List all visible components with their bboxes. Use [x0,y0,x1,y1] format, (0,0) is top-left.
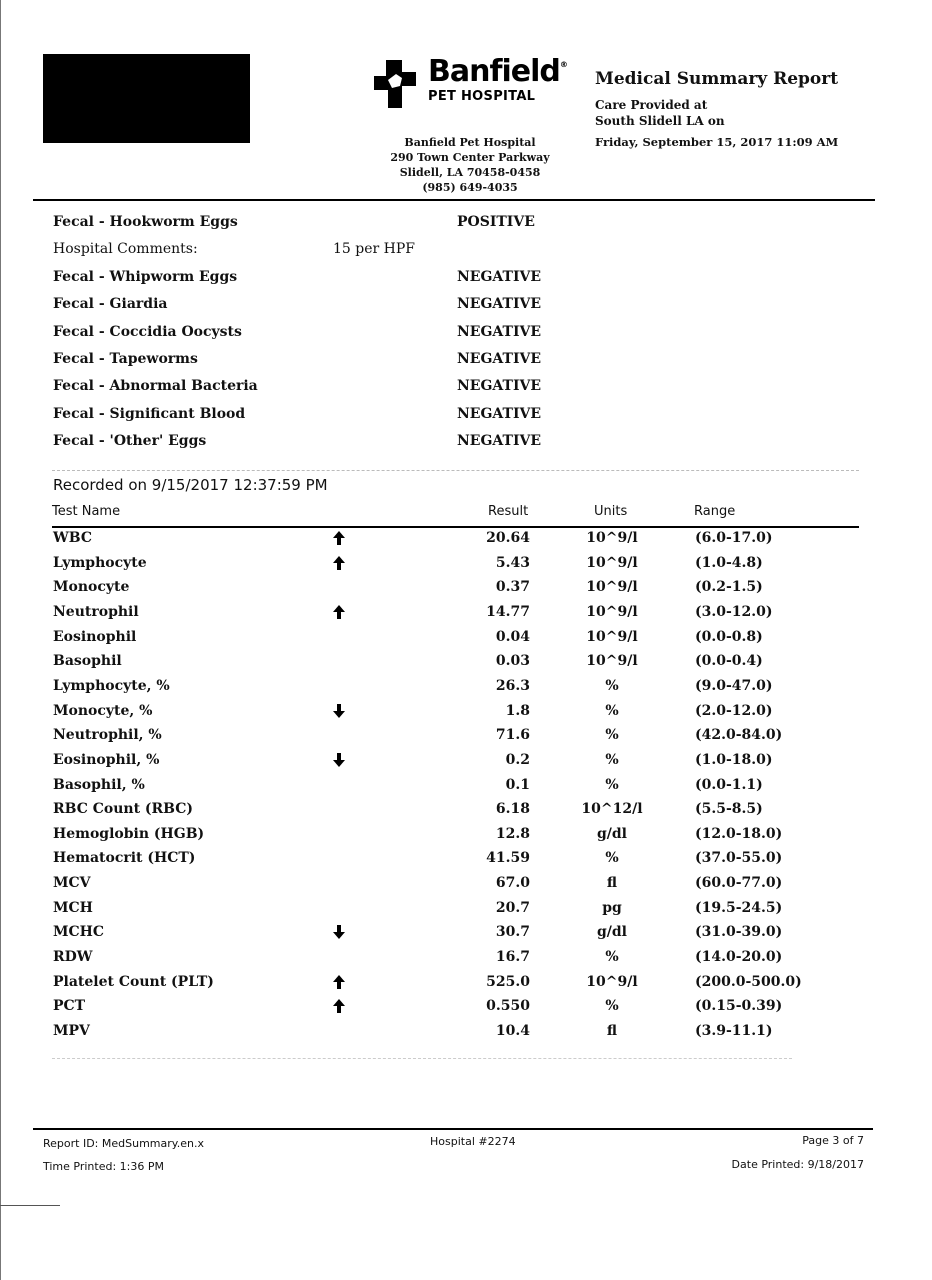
reference-range: (3.0-12.0) [695,603,773,620]
fecal-test-name: Fecal - Tapeworms [53,351,198,367]
reference-range: (19.5-24.5) [695,899,783,916]
units: fl [606,875,618,892]
result-value: 67.0 [495,875,530,892]
test-name: Basophil [53,653,122,670]
test-name: RBC Count (RBC) [53,801,194,818]
test-name: Platelet Count (PLT) [53,973,214,990]
reference-range: (0.2-1.5) [695,579,763,596]
result-value: 0.37 [495,579,530,596]
table-row [0,678,932,700]
banfield-logo [372,54,567,110]
fecal-result: NEGATIVE [457,323,542,340]
units: % [605,751,619,768]
result-value: 0.04 [495,628,530,645]
units: 10^9/l [586,973,638,990]
time-printed: Time Printed: 1:36 PM [43,1160,164,1173]
test-name: Monocyte, % [53,702,153,719]
table-row [0,752,932,774]
table-row [0,801,932,823]
test-name: Lymphocyte [53,554,147,571]
result-value: 20.7 [495,899,530,916]
report-id: Report ID: MedSummary.en.x [43,1137,204,1150]
units: 10^12/l [581,801,643,818]
date-printed: Date Printed: 9/18/2017 [731,1158,864,1171]
table-row [0,900,932,922]
test-name: MCV [53,875,91,892]
result-value: 5.43 [495,554,530,571]
table-row [0,1023,932,1045]
reference-range: (31.0-39.0) [695,924,783,941]
result-value: 0.1 [505,776,530,793]
reference-range: (1.0-18.0) [695,751,773,768]
table-header-divider [52,526,859,528]
reference-range: (9.0-47.0) [695,677,773,694]
redacted-block [43,54,250,143]
table-row [0,530,932,552]
reference-range: (60.0-77.0) [695,875,783,892]
arrow-up-icon [330,555,348,575]
units: 10^9/l [586,628,638,645]
units: % [605,677,619,694]
units: g/dl [596,924,628,941]
test-name: Neutrophil [53,603,139,620]
section-divider [52,1058,792,1059]
report-title: Medical Summary Report [595,69,839,89]
result-value: 525.0 [486,973,530,990]
reference-range: (200.0-500.0) [695,973,802,990]
address-line: Banfield Pet Hospital [404,136,536,149]
test-name: Hematocrit (HCT) [53,850,196,867]
col-header-range: Range [694,504,736,519]
reference-range: (0.0-0.4) [695,653,763,670]
fecal-row [53,324,553,344]
logo-subtitle: PET HOSPITAL [428,89,536,104]
fecal-row [53,296,553,316]
test-name: Eosinophil, % [53,751,160,768]
reference-range: (12.0-18.0) [695,825,783,842]
table-row [0,924,932,946]
table-row [0,974,932,996]
fecal-test-name: Fecal - Coccidia Oocysts [53,323,242,340]
reference-range: (0.0-0.8) [695,628,763,645]
arrow-down-icon [330,752,348,772]
address-phone: (985) 649-4035 [422,181,518,194]
address-line: Slidell, LA 70458-0458 [399,166,541,179]
arrow-up-icon [330,604,348,624]
result-value: 0.550 [486,998,530,1015]
fecal-test-name: Hospital Comments: [53,241,198,258]
arrow-up-icon [330,974,348,994]
arrow-down-icon [330,924,348,944]
page-number: Page 3 of 7 [802,1134,864,1147]
units: 10^9/l [586,653,638,670]
fecal-result: POSITIVE [457,214,535,230]
hospital-number: Hospital #2274 [430,1135,516,1148]
arrow-down-icon [330,703,348,723]
table-row [0,703,932,725]
hospital-address [380,135,560,195]
reference-range: (42.0-84.0) [695,727,783,744]
fecal-test-name: Fecal - Abnormal Bacteria [53,378,258,395]
reference-range: (6.0-17.0) [695,530,773,546]
test-name: Eosinophil [53,628,137,645]
arrow-up-icon [330,998,348,1018]
units: % [605,776,619,793]
fecal-row [53,433,553,453]
table-row [0,604,932,626]
address-line: 290 Town Center Parkway [390,151,550,164]
scan-mark [0,1205,60,1206]
units: 10^9/l [586,579,638,596]
fecal-test-name: Fecal - Whipworm Eggs [53,268,238,285]
units: pg [602,899,622,916]
reference-range: (14.0-20.0) [695,949,783,966]
banfield-cross-icon [372,60,424,108]
test-name: MCHC [53,924,105,941]
table-row [0,875,932,897]
result-value: 71.6 [495,727,530,744]
logo-brand: Banfield® [428,54,567,89]
test-name: MPV [53,1023,90,1039]
test-name: Neutrophil, % [53,727,162,744]
col-header-result: Result [488,504,529,519]
reference-range: (2.0-12.0) [695,702,773,719]
test-name: PCT [53,998,86,1015]
recorded-timestamp: Recorded on 9/15/2017 12:37:59 PM [53,476,328,494]
col-header-units: Units [594,504,628,519]
reference-range: (37.0-55.0) [695,850,783,867]
fecal-test-name: Fecal - Giardia [53,296,168,313]
hospital-comment: 15 per HPF [333,241,415,258]
table-row [0,653,932,675]
result-value: 6.18 [495,801,530,818]
table-row [0,850,932,872]
test-name: Hemoglobin (HGB) [53,825,205,842]
units: % [605,949,619,966]
units: 10^9/l [586,554,638,571]
fecal-result: NEGATIVE [457,296,542,313]
result-value: 30.7 [495,924,530,941]
care-line: South Slidell LA on [595,114,725,128]
result-value: 0.2 [505,751,530,768]
units: 10^9/l [586,530,638,546]
table-row [0,727,932,749]
test-name: Monocyte [53,579,130,596]
table-row [0,555,932,577]
fecal-result: NEGATIVE [457,405,542,422]
table-row [0,998,932,1020]
test-name: MCH [53,899,93,916]
units: % [605,727,619,744]
table-row [0,949,932,971]
result-value: 20.64 [486,530,530,546]
header-divider [33,199,875,201]
fecal-result: NEGATIVE [457,268,542,285]
fecal-row [53,214,553,234]
result-value: 12.8 [495,825,530,842]
fecal-test-name: Fecal - Hookworm Eggs [53,214,238,230]
reference-range: (3.9-11.1) [695,1023,773,1039]
reference-range: (0.15-0.39) [695,998,783,1015]
test-name: RDW [53,949,93,966]
test-name: Lymphocyte, % [53,677,170,694]
reference-range: (5.5-8.5) [695,801,763,818]
result-value: 14.77 [486,603,530,620]
table-row [0,629,932,651]
reference-range: (1.0-4.8) [695,554,763,571]
table-row [0,579,932,601]
units: g/dl [596,825,628,842]
fecal-row [53,406,553,426]
result-value: 10.4 [495,1023,530,1039]
units: % [605,998,619,1015]
fecal-row [53,378,553,398]
result-value: 1.8 [505,702,530,719]
table-row [0,826,932,848]
result-value: 41.59 [486,850,530,867]
arrow-up-icon [330,530,348,550]
units: % [605,702,619,719]
fecal-row [53,241,553,261]
units: 10^9/l [586,603,638,620]
result-value: 16.7 [495,949,530,966]
result-value: 26.3 [495,677,530,694]
fecal-row [53,269,553,289]
test-name: Basophil, % [53,776,145,793]
units: % [605,850,619,867]
result-value: 0.03 [495,653,530,670]
col-header-test-name: Test Name [52,504,121,519]
fecal-row [53,351,553,371]
test-name: WBC [53,530,92,546]
care-line: Care Provided at [595,98,708,112]
fecal-result: NEGATIVE [457,433,542,450]
reference-range: (0.0-1.1) [695,776,763,793]
footer-divider [33,1128,873,1130]
units: fl [606,1023,618,1039]
fecal-test-name: Fecal - Significant Blood [53,405,246,422]
fecal-result: NEGATIVE [457,378,542,395]
fecal-result: NEGATIVE [457,351,542,367]
care-location [595,97,725,129]
table-row [0,777,932,799]
fecal-test-name: Fecal - 'Other' Eggs [53,433,207,450]
section-divider [52,470,859,471]
visit-datetime: Friday, September 15, 2017 11:09 AM [595,135,839,149]
